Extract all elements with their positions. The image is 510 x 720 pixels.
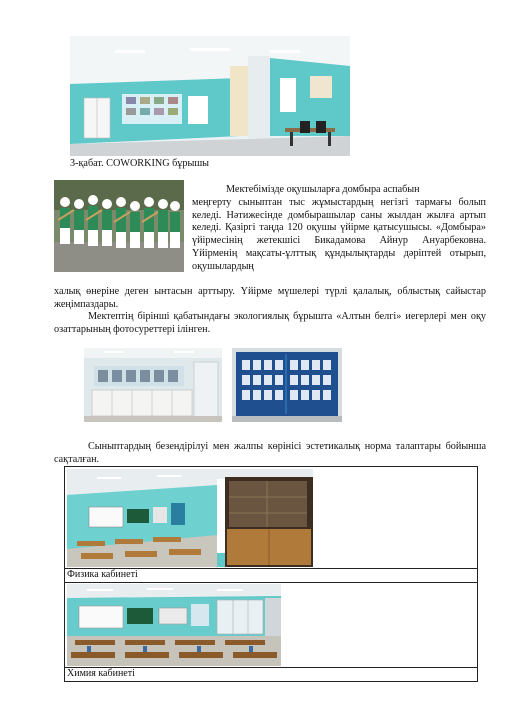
- coworking-corner-photo: [70, 36, 350, 156]
- dombyra-paragraph-tail: халық өнеріне деген ынтасын арттыру. Үйірме мүшелері түрлі қалалық, облыстық сайыстар жеңімпаздары.: [54, 286, 486, 310]
- coworking-caption: 3-қабат. COWORKING бұрышы: [70, 158, 210, 169]
- ecology-paragraph: Мектептің бірінші қабатындағы экологиялық бұрышта «Алтын белгі» иегерлері мен оқу озаттарының фотосуреттері ілінген.: [54, 311, 486, 335]
- dombyra-students-photo: [54, 180, 184, 272]
- physics-classroom-photo: [67, 469, 313, 567]
- chemistry-classroom-photo: [67, 584, 281, 666]
- altyn-belgi-board-photo: [232, 348, 342, 422]
- aesthetic-paragraph: Сыныптардың безендірілуі мен жалпы көрінісі эстетикалық норма талаптары бойынша сақталған.: [54, 441, 486, 465]
- dombyra-paragraph: меңгерту сыныптан тыс жұмыстардың негізгі тармағы болып келеді. Нәтижесінде домбырашылар саны жылдан жылға артып келеді. Қазіргі таңда 120 оқушы үйірме қатысушысы. «Домбыра» үйірмесінің жетекшісі Бикадамова Айнур Ануарбековна. Үйірменің мақсаты-ұлттық құндылықтарды дәріптей отырып, оқушылардың: [192, 197, 486, 272]
- classroom-photo-table: [64, 466, 478, 682]
- dombyra-paragraph-first-line: Мектебімізде оқушыларға домбыра аспабын: [226, 184, 420, 195]
- chemistry-caption: Химия кабинеті: [67, 668, 135, 679]
- physics-caption: Физика кабинеті: [67, 569, 138, 580]
- ecology-corner-photo: [84, 348, 222, 422]
- table-divider: [65, 582, 477, 583]
